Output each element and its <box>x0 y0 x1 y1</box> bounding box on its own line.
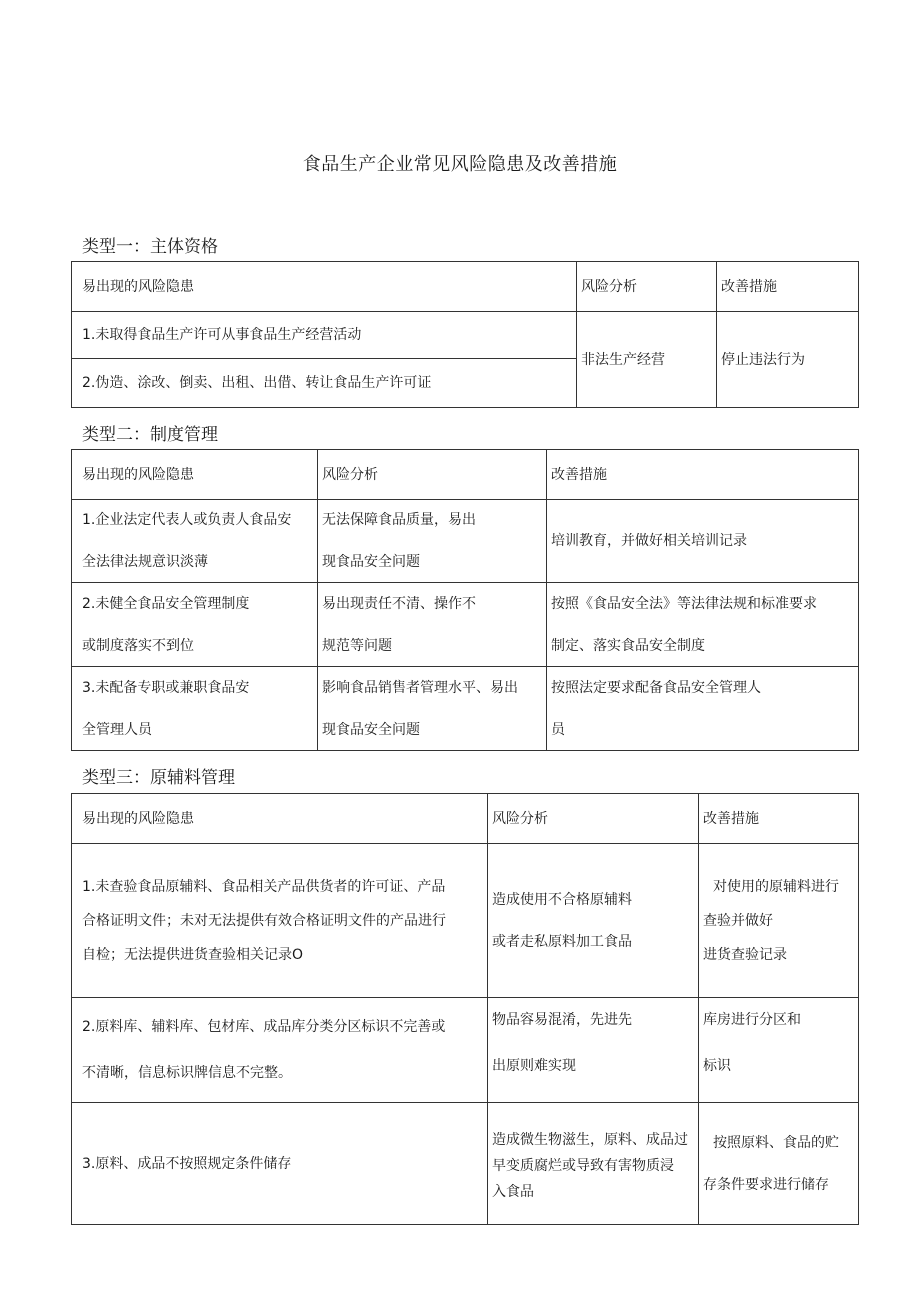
analysis-cell: 影响食品销售者管理水平、易出 现食品安全问题 <box>318 667 547 751</box>
hazard-cell: 3.未配备专职或兼职食品安 全管理人员 <box>72 667 318 751</box>
table-row <box>72 844 859 998</box>
hazard-cell: 2.未健全食品安全管理制度 或制度落实不到位 <box>72 583 318 667</box>
measure-cell: 库房进行分区和 标识 <box>699 998 859 1103</box>
analysis-cell: 无法保障食品质量，易出 现食品安全问题 <box>318 500 547 583</box>
table-raw-material-management <box>71 793 859 1225</box>
table-system-management <box>71 449 859 751</box>
hazard-cell: 1.企业法定代表人或负责人食品安 全法律法规意识淡薄 <box>72 500 318 583</box>
hazard-cell: 2.原料库、辅料库、包材库、成品库分类分区标识不完善或 不清晰，信息标识牌信息不完整。 <box>72 998 488 1103</box>
measure-cell: 停止违法行为 <box>717 312 859 408</box>
header-analysis: 风险分析 <box>488 794 699 844</box>
measure-cell: 对使用的原辅料进行 查验并做好 进货查验记录 <box>699 844 859 998</box>
hazard-cell: 3.原料、成品不按照规定条件储存 <box>72 1103 488 1225</box>
header-measure: 改善措施 <box>717 262 859 312</box>
measure-cell: 培训教育，并做好相关培训记录 <box>547 500 859 583</box>
header-hazard: 易出现的风险隐患 <box>72 262 577 312</box>
analysis-cell: 造成使用不合格原辅料 或者走私原料加工食品 <box>488 844 699 998</box>
section-heading-1: 类型一：主体资格 <box>82 237 218 257</box>
header-analysis: 风险分析 <box>577 262 717 312</box>
measure-cell: 按照《食品安全法》等法律法规和标准要求 制定、落实食品安全制度 <box>547 583 859 667</box>
header-hazard: 易出现的风险隐患 <box>72 794 488 844</box>
analysis-cell: 物品容易混淆，先进先 出原则难实现 <box>488 998 699 1103</box>
table-row <box>72 667 859 751</box>
table-row <box>72 998 859 1103</box>
table-row <box>72 583 859 667</box>
table-row <box>72 500 859 583</box>
section-heading-2: 类型二：制度管理 <box>82 425 218 445</box>
table-header-row <box>72 450 859 500</box>
table-row <box>72 312 859 359</box>
table-header-row <box>72 794 859 844</box>
header-measure: 改善措施 <box>547 450 859 500</box>
analysis-cell: 非法生产经营 <box>577 312 717 408</box>
measure-cell: 按照法定要求配备食品安全管理人 员 <box>547 667 859 751</box>
page-title: 食品生产企业常见风险隐患及改善措施 <box>302 154 618 175</box>
table-subject-qualification <box>71 261 859 408</box>
header-measure: 改善措施 <box>699 794 859 844</box>
header-hazard: 易出现的风险隐患 <box>72 450 318 500</box>
header-analysis: 风险分析 <box>318 450 547 500</box>
hazard-cell: 1.未取得食品生产许可从事食品生产经营活动 <box>72 312 577 359</box>
section-heading-3: 类型三：原辅料管理 <box>82 768 235 788</box>
measure-cell: 按照原料、食品的贮 存条件要求进行储存 <box>699 1103 859 1225</box>
analysis-cell: 易出现责任不清、操作不 规范等问题 <box>318 583 547 667</box>
table-row <box>72 1103 859 1225</box>
hazard-cell: 1.未查验食品原辅料、食品相关产品供货者的许可证、产品 合格证明文件；未对无法提供有效合格证明文件的产品进行 自检；无法提供进货查验相关记录O <box>72 844 488 998</box>
analysis-cell: 造成微生物滋生，原料、成品过 早变质腐烂或导致有害物质浸 入食品 <box>488 1103 699 1225</box>
table-header-row <box>72 262 859 312</box>
hazard-cell: 2.伪造、涂改、倒卖、出租、出借、转让食品生产许可证 <box>72 359 577 408</box>
